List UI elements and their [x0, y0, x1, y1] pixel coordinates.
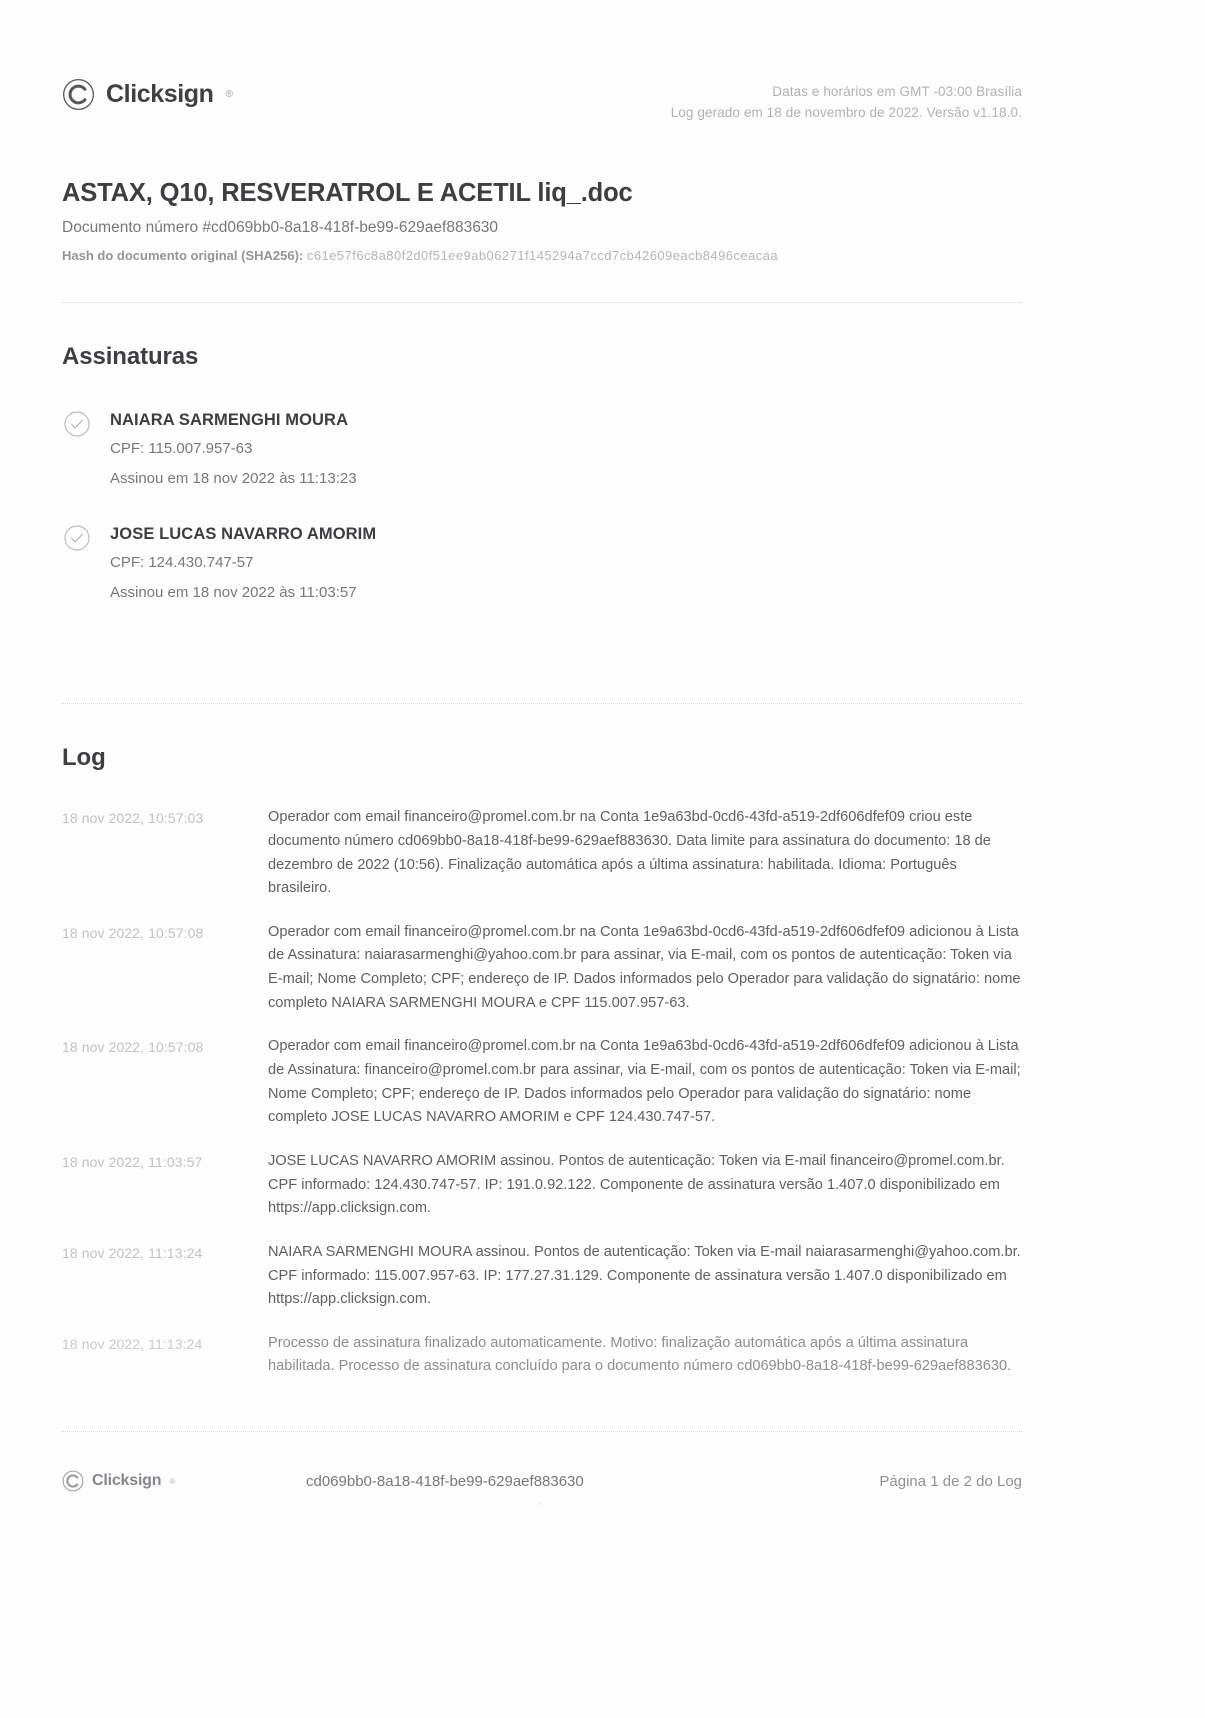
signature-entry: [62, 409, 1022, 489]
log-generated-note: Log gerado em 18 de novembro de 2022. Versão v1.18.0.: [670, 104, 1022, 120]
document-title-block: [62, 178, 1022, 266]
log-entry: [62, 806, 1022, 901]
page-content: [62, 0, 1022, 1510]
log-entry-text: Operador com email financeiro@promel.com.br na Conta 1e9a63bd-0cd6-43fd-a519-2df606dfef09 adicionou à Lista de Assinatura: financeiro@promel.com.br para assinar, via E-mail, com os pontos de autenticação: Token via E-mail; Nome Completo; CPF; endereço de IP. Dados informados pelo Operador para validação do signatário: nome completo JOSE LUCAS NAVARRO AMORIM e CPF 124.430.747-57.: [268, 1038, 1021, 1126]
signatures-heading: Assinaturas: [62, 342, 199, 370]
log-entry-text: Operador com email financeiro@promel.com.br na Conta 1e9a63bd-0cd6-43fd-a519-2df606dfef09 criou este documento número cd069bb0-8a18-418f-be99-629aef883630. Data limite para assinatura do documento: 18 de dezembro de 2022 (10:56). Finalização automática após a última assinatura: habilitada. Idioma: Português brasileiro.: [268, 809, 991, 897]
document-hash-label: Hash do documento original (SHA256):: [62, 247, 304, 263]
log-entry-text: NAIARA SARMENGHI MOURA assinou. Pontos de autenticação: Token via E-mail naiarasarmenghi@yahoo.com.br. CPF informado: 115.007.957-63. IP: 177.27.31.129. Componente de assinatura versão 1.407.0 disponibilizado em https://app.clicksign.com.: [268, 1243, 1021, 1308]
footer-page-number: Página 1 de 2 do Log: [879, 1472, 1022, 1490]
log-entry: [62, 1150, 1022, 1221]
signer-signed-at: Assinou em 18 nov 2022 às 11:13:23: [110, 470, 357, 488]
brand-name: Clicksign: [106, 80, 214, 108]
clicksign-circle-c-icon: [62, 1470, 84, 1492]
signer-name: JOSE LUCAS NAVARRO AMORIM: [110, 525, 377, 544]
divider-before-footer: [62, 1431, 1022, 1432]
signer-cpf: CPF: 115.007.957-63: [110, 440, 253, 458]
footer-clicksign-logo: [62, 1470, 292, 1492]
clicksign-logo: [62, 78, 233, 111]
log-entry: [62, 1035, 1022, 1130]
log-entry-timestamp: 18 nov 2022, 10:57:08: [62, 1039, 204, 1056]
log-heading: Log: [62, 744, 106, 772]
log-entry: [62, 921, 1022, 1016]
signer-signed-at: Assinou em 18 nov 2022 às 11:03:57: [110, 584, 357, 602]
log-entry-text: JOSE LUCAS NAVARRO AMORIM assinou. Pontos de autenticação: Token via E-mail financeiro@promel.com.br. CPF informado: 124.430.747-57. IP: 191.0.92.122. Componente de assinatura versão 1.407.0 disponibilizado em https://app.clicksign.com.: [268, 1152, 1005, 1217]
document-hash-value: c61e57f6c8a80f2d0f51ee9ab06271f145294a7ccd7cb42609eacb8496ceacaa: [306, 247, 779, 263]
footer-brand-name: Clicksign: [92, 1472, 162, 1490]
clicksign-circle-c-icon: [62, 78, 95, 111]
document-number: Documento número #cd069bb0-8a18-418f-be99-629aef883630: [62, 219, 499, 237]
log-entry-timestamp: 18 nov 2022, 11:13:24: [62, 1335, 203, 1352]
document-hash: [62, 247, 1022, 266]
timezone-note: Datas e horários em GMT -03:00 Brasília: [772, 84, 1022, 99]
check-circle-icon: [64, 411, 90, 437]
signer-cpf: CPF: 124.430.747-57: [110, 554, 254, 572]
signer-name: NAIARA SARMENGHI MOURA: [110, 410, 349, 429]
log-entry-timestamp: 18 nov 2022, 10:57:08: [62, 924, 204, 941]
log-entries-list: [62, 806, 1022, 1379]
footer-document-id: cd069bb0-8a18-418f-be99-629aef883630: [306, 1472, 584, 1490]
document-footer: [62, 1470, 1022, 1492]
footer-ornament: ·: [539, 1496, 545, 1511]
log-entry-timestamp: 18 nov 2022, 11:13:24: [62, 1244, 203, 1261]
document-header: [62, 0, 1022, 124]
log-entry-timestamp: 18 nov 2022, 10:57:03: [62, 810, 204, 827]
footer-brand-trademark: ®: [169, 1476, 176, 1486]
header-meta: [671, 78, 1022, 124]
signatures-list: [62, 409, 1022, 604]
log-entry: [62, 1332, 1022, 1379]
divider-after-title: [62, 302, 1022, 303]
log-entry-text: Operador com email financeiro@promel.com.br na Conta 1e9a63bd-0cd6-43fd-a519-2df606dfef09 adicionou à Lista de Assinatura: naiarasarmenghi@yahoo.com.br para assinar, via E-mail, com os pontos de autenticação: Token via E-mail; Nome Completo; CPF; endereço de IP. Dados informados pelo Operador para validação do signatário: nome completo NAIARA SARMENGHI MOURA e CPF 115.007.957-63.: [268, 923, 1021, 1011]
page-title: ASTAX, Q10, RESVERATROL E ACETIL liq_.doc: [62, 178, 633, 207]
log-entry-timestamp: 18 nov 2022, 11:03:57: [62, 1153, 203, 1170]
divider-before-log: [62, 703, 1022, 704]
log-entry: [62, 1241, 1022, 1312]
check-circle-icon: [64, 525, 90, 551]
brand-trademark: ®: [225, 89, 233, 100]
log-entry-text: Processo de assinatura finalizado automaticamente. Motivo: finalização automática após a última assinatura habilitada. Processo de assinatura concluído para o documento número cd069bb0-8a18-418f-be99-629aef883630.: [268, 1334, 1012, 1375]
signature-entry: [62, 523, 1022, 603]
